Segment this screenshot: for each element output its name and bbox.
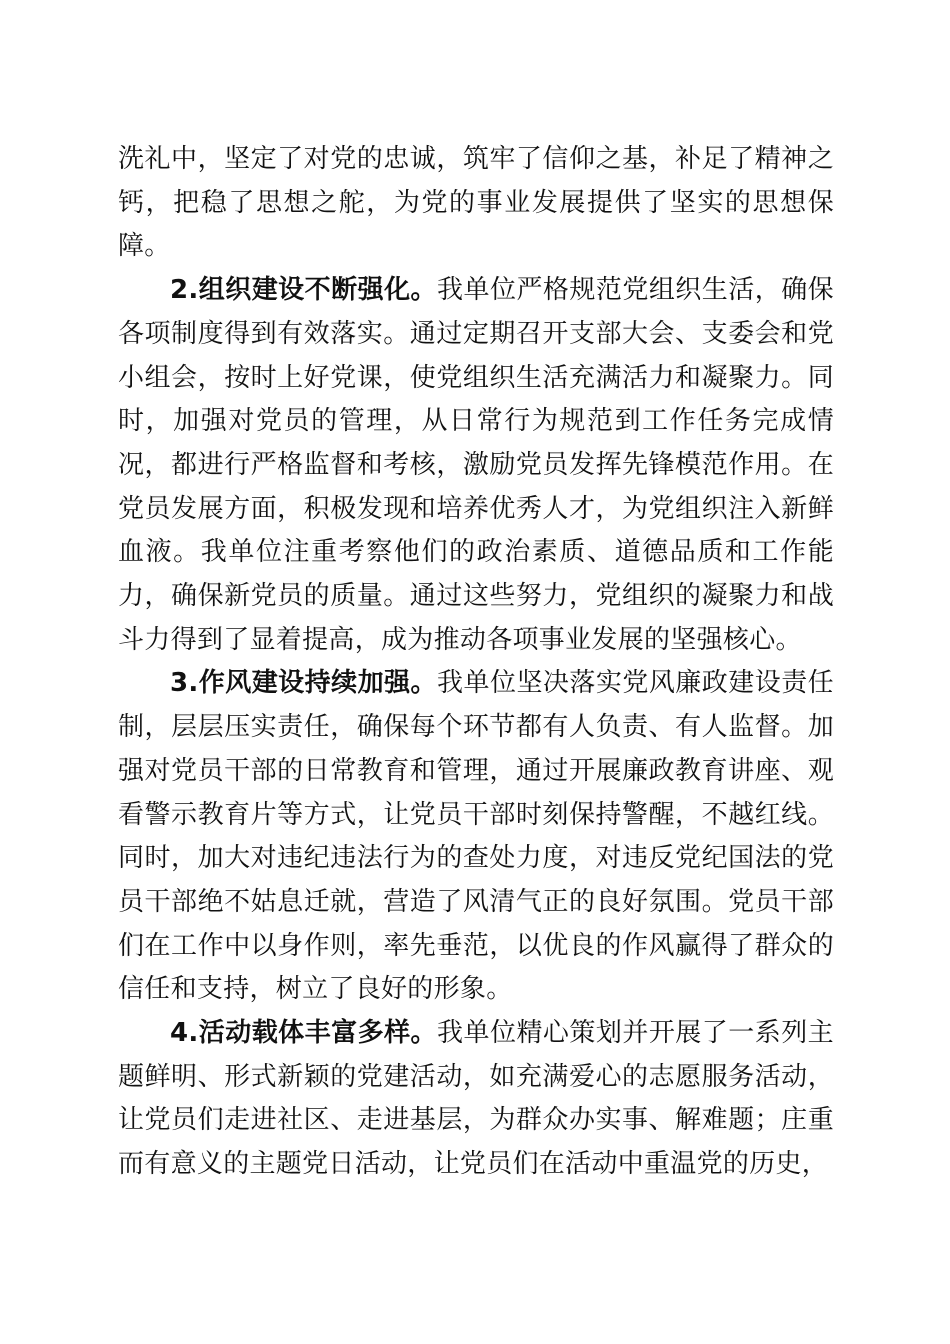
paragraph-body: 洗礼中，坚定了对党的忠诚，筑牢了信仰之基，补足了精神之钙，把稳了思想之舵，为党的事业发展提供了坚实的思想保障。 xyxy=(118,144,834,262)
paragraph-heading: 3.作风建设持续加强。 xyxy=(170,668,438,699)
paragraph-work-style xyxy=(118,662,834,1012)
paragraph-body: 我单位精心策划并开展了一系列主题鲜明、形式新颖的党建活动，如充满爱心的志愿服务活动，让党员们走进社区、走进基层，为群众办实事、解难题；庄重而有意义的主题党日活动，让党员们在活动中重温党的历史， xyxy=(118,1018,834,1180)
paragraph-body: 我单位坚决落实党风廉政建设责任制，层层压实责任，确保每个环节都有人负责、有人监督。加强对党员干部的日常教育和管理，通过开展廉政教育讲座、观看警示教育片等方式，让党员干部时刻保持警醒，不越红线。同时，加大对违纪违法行为的查处力度，对违反党纪国法的党员干部绝不姑息迁就，营造了风清气正的良好氛围。党员干部们在工作中以身作则，率先垂范，以优良的作风赢得了群众的信任和支持，树立了良好的形象。 xyxy=(118,668,834,1005)
paragraph-heading: 2.组织建设不断强化。 xyxy=(170,275,438,306)
paragraph-continuation xyxy=(118,138,834,269)
paragraph-heading: 4.活动载体丰富多样。 xyxy=(170,1018,438,1049)
document-page xyxy=(118,138,834,1187)
paragraph-organization-building xyxy=(118,269,834,662)
paragraph-activity-carriers xyxy=(118,1012,834,1187)
paragraph-body: 我单位严格规范党组织生活，确保各项制度得到有效落实。通过定期召开支部大会、支委会和党小组会，按时上好党课，使党组织生活充满活力和凝聚力。同时，加强对党员的管理，从日常行为规范到工作任务完成情况，都进行严格监督和考核，激励党员发挥先锋模范作用。在党员发展方面，积极发现和培养优秀人才，为党组织注入新鲜血液。我单位注重考察他们的政治素质、道德品质和工作能力，确保新党员的质量。通过这些努力，党组织的凝聚力和战斗力得到了显着提高，成为推动各项事业发展的坚强核心。 xyxy=(118,275,834,655)
